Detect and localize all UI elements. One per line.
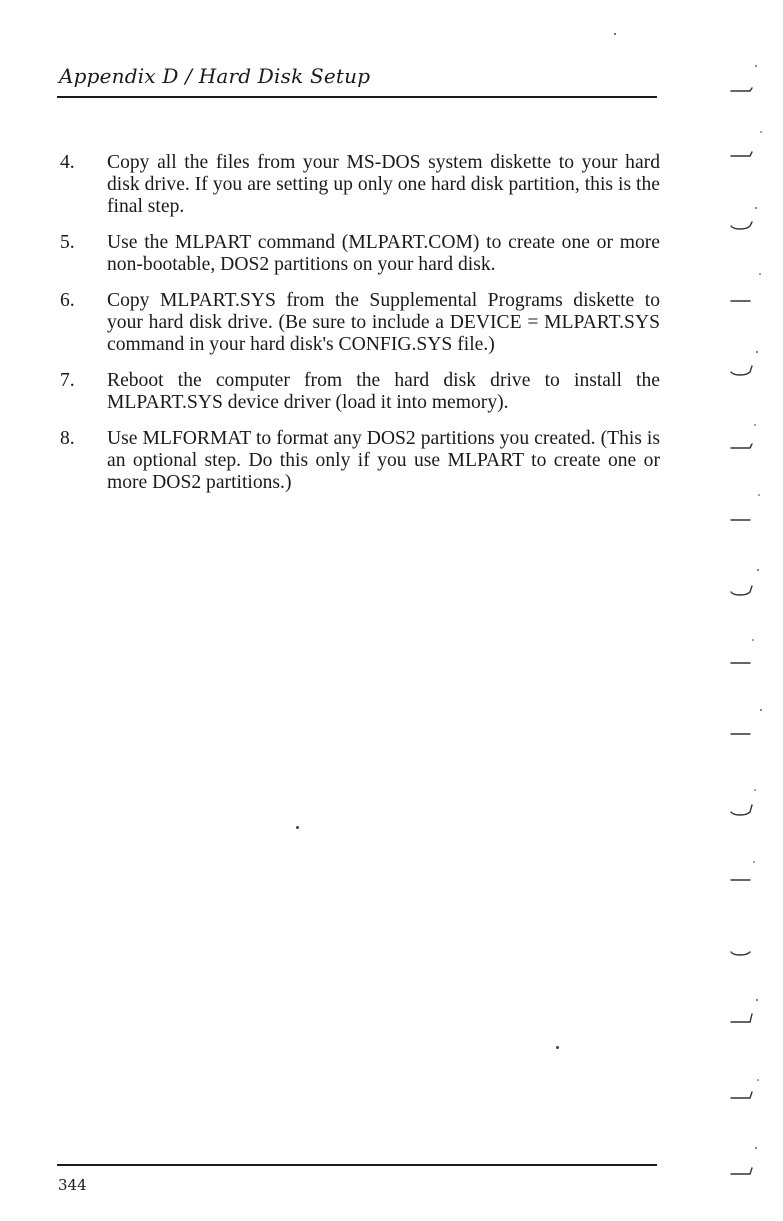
binding-mark	[731, 366, 752, 375]
binding-mark	[731, 586, 752, 595]
header-rule	[57, 96, 657, 98]
binding-speck	[753, 861, 755, 863]
binding-speck	[757, 1079, 759, 1081]
binding-speck	[755, 1147, 757, 1149]
binding-speck	[755, 207, 757, 209]
binding-mark	[731, 88, 752, 91]
step-number: 8.	[60, 428, 75, 449]
step-number: 6.	[60, 290, 75, 311]
binding-speck	[757, 569, 759, 571]
binding-mark	[731, 952, 750, 955]
step-number: 5.	[60, 232, 75, 253]
binding-mark	[731, 1092, 752, 1098]
step-item-6	[60, 290, 660, 356]
step-number: 7.	[60, 370, 75, 391]
binding-mark	[731, 222, 752, 229]
running-header: Appendix D / Hard Disk Setup	[59, 64, 371, 88]
binding-speck	[760, 131, 762, 133]
step-text: Copy all the files from your MS-DOS system diskette to your hard disk drive. If you are setting up only one hard disk partition, this is the final step.	[107, 152, 660, 217]
page-number: 344	[58, 1176, 87, 1194]
binding-mark	[731, 444, 752, 448]
scan-speck	[296, 826, 299, 829]
binding-speck	[756, 351, 758, 353]
binding-speck	[754, 424, 756, 426]
binding-speck	[754, 789, 756, 791]
step-item-5	[60, 232, 660, 276]
binding-speck	[752, 639, 754, 641]
scan-speck	[556, 1046, 559, 1049]
footer-rule	[57, 1164, 657, 1166]
binding-speck	[755, 65, 757, 67]
step-text: Copy MLPART.SYS from the Supplemental Programs diskette to your hard disk drive. (Be sure to include a DEVICE = MLPART.SYS command in your hard disk's CONFIG.SYS file.)	[107, 290, 660, 355]
step-item-4	[60, 152, 660, 218]
step-item-8	[60, 428, 660, 494]
step-item-7	[60, 370, 660, 414]
scan-speck	[614, 33, 616, 35]
setup-steps-list	[60, 152, 660, 508]
step-text: Reboot the computer from the hard disk drive to install the MLPART.SYS device driver (load it into memory).	[107, 370, 660, 413]
binding-speck	[758, 494, 760, 496]
step-text: Use the MLPART command (MLPART.COM) to create one or more non-bootable, DOS2 partitions on your hard disk.	[107, 232, 660, 275]
step-text: Use MLFORMAT to format any DOS2 partitions you created. (This is an optional step. Do this only if you use MLPART to create one or more DOS2 partitions.)	[107, 428, 660, 493]
binding-mark	[731, 1168, 752, 1174]
binding-mark	[731, 152, 752, 156]
binding-speck	[759, 273, 761, 275]
binding-speck	[760, 709, 762, 711]
binding-edge-marks	[728, 0, 768, 1221]
step-number: 4.	[60, 152, 75, 173]
binding-mark	[731, 1014, 752, 1022]
binding-speck	[756, 999, 758, 1001]
binding-mark	[731, 805, 752, 815]
